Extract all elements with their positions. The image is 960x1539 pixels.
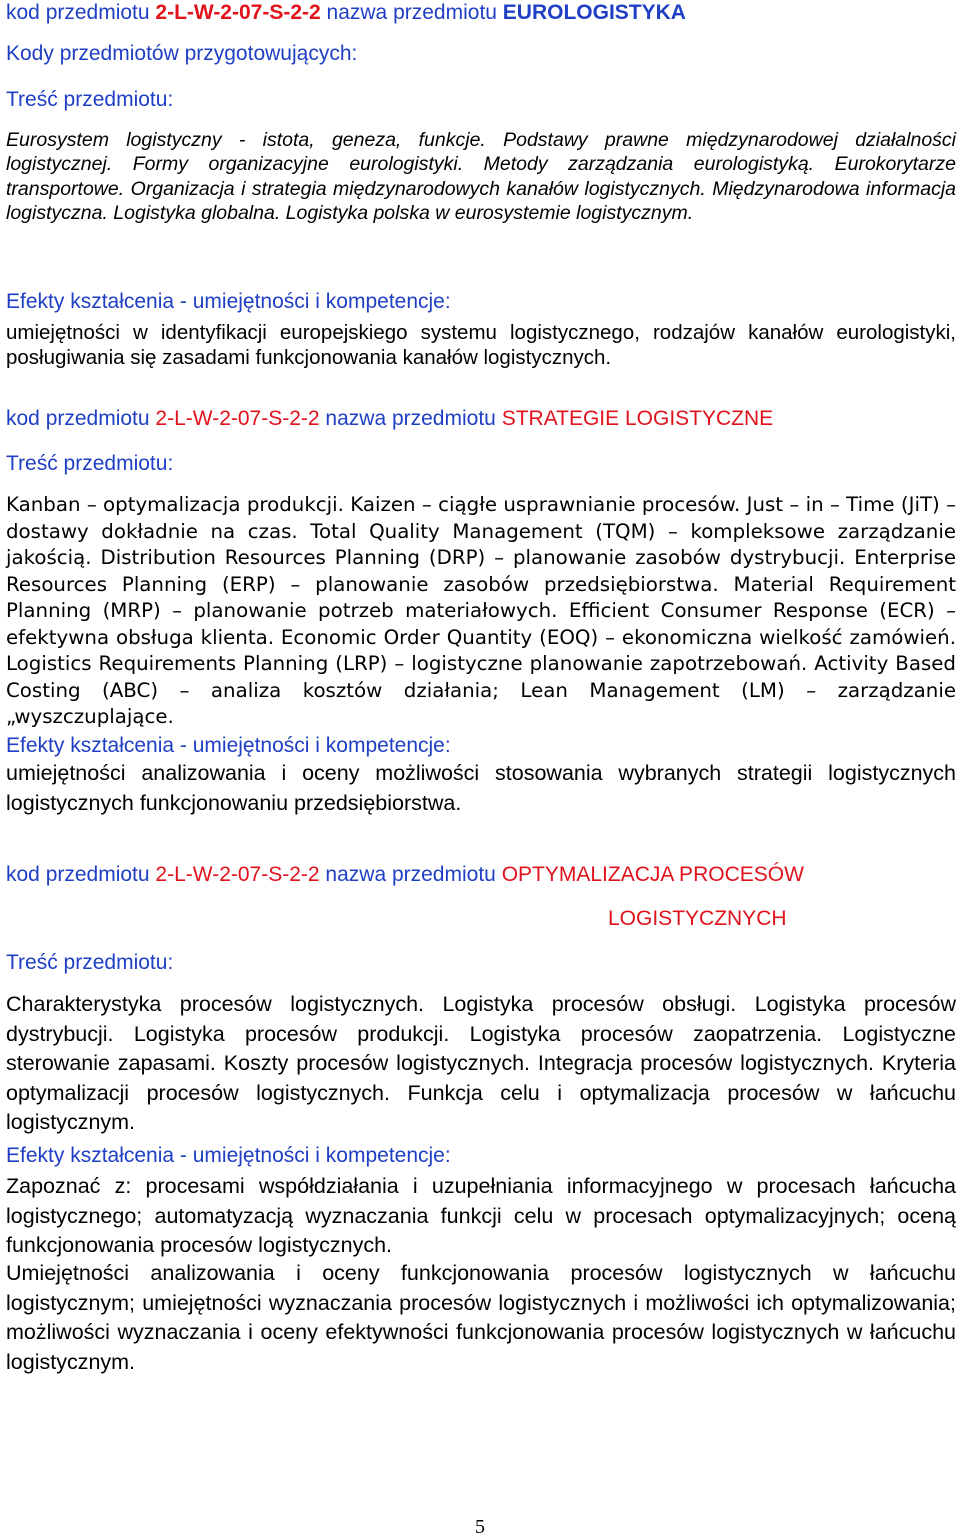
outcomes-text-3a: Zapoznać z: procesami współdziałania i uzupełniania informacyjnego w procesach łańcucha logistycznego; automatyzacją wyznaczania funkcji celu w procesach optymalizacyjnych; oceną funkcjonowania procesów logistycznych.	[6, 1174, 956, 1257]
outcomes-label-3: Efekty kształcenia - umiejętności i kompetencje:	[6, 1144, 451, 1167]
course-name: OPTYMALIZACJA PROCESÓW	[501, 863, 804, 886]
course-header-3	[6, 862, 956, 888]
outcomes-text-3b: Umiejętności analizowania i oceny funkcjonowania procesów logistycznych w łańcuchu logistycznym; umiejętności wyznaczania procesów logistycznych i możliwości ich optymalizowania; możliwości wyznaczania i oceny efektywności funkcjonowania procesów logistycznych w łańcuchu logistycznym.	[6, 1261, 956, 1374]
content-text-2: Kanban – optymalizacja produkcji. Kaizen – ciągłe usprawnianie procesów. Just – in – Time (JiT) – dostawy dokładnie na czas. Total Quality Management (TQM) – kompleksowe zarządzanie jakością. Distribution Resources Planning (DRP) – planowanie zasobów dystrybucji. Enterprise Resources Planning (ERP) – planowanie zasobów przedsiębiorstwa. Material Requirement Planning (MRP) – planowanie potrzeb materiałowych. Efficient Consumer Response (ECR) – efektywna obsługa klienta. Economic Order Quantity (EOQ) – ekonomiczna wielkość zamówień. Logistics Requirements Planning (LRP) – logistyczne planowanie zapotrzebowań. Activity Based Costing (ABC) – analiza kosztów działania; Lean Management (LM) – zarządzanie „wyszczuplające.	[6, 493, 956, 728]
outcomes-text-2: umiejętności analizowania i oceny możliwości stosowania wybranych strategii logistycznych logistycznych funkcjonowaniu przedsiębiorstwa.	[6, 761, 956, 815]
course-code: 2-L-W-2-07-S-2-2	[155, 863, 320, 886]
outcomes-label-1: Efekty kształcenia - umiejętności i kompetencje:	[6, 290, 451, 313]
outcomes-label-2: Efekty kształcenia - umiejętności i kompetencje:	[6, 734, 451, 757]
code-label: kod przedmiotu	[6, 407, 150, 430]
name-label: nazwa przedmiotu	[325, 407, 496, 430]
content-text-1: Eurosystem logistyczny - istota, geneza, funkcje. Podstawy prawne międzynarodowej działalności logistycznej. Formy organizacyjne eurologistyki. Metody zarządzania eurologistyką. Eurokorytarze transportowe. Organizacja i strategia międzynarodowych kanałów logistycznych. Międzynarodowa informacja logistyczna. Logistyka globalna. Logistyka polska w eurosystemie logistycznym.	[6, 129, 956, 225]
code-label: kod przedmiotu	[6, 863, 150, 886]
course-name: EUROLOGISTYKA	[502, 1, 686, 24]
outcomes-text-1: umiejętności w identyfikacji europejskiego systemu logistycznego, rodzajów kanałów eurologistyki, posługiwania się zasadami funkcjonowania kanałów logistycznych.	[6, 321, 956, 369]
course-name: STRATEGIE LOGISTYCZNE	[501, 407, 774, 430]
course-code: 2-L-W-2-07-S-2-2	[155, 1, 321, 24]
course-name-line2: LOGISTYCZNYCH	[608, 907, 787, 930]
content-label-2: Treść przedmiotu:	[6, 452, 174, 475]
prereq-label: Kody przedmiotów przygotowujących:	[6, 42, 358, 65]
page-number: 5	[475, 1516, 485, 1538]
code-label: kod przedmiotu	[6, 1, 150, 24]
name-label: nazwa przedmiotu	[326, 1, 497, 24]
content-text-3: Charakterystyka procesów logistycznych. Logistyka procesów obsługi. Logistyka procesów dystrybucji. Logistyka procesów produkcji. Logistyka procesów zaopatrzenia. Logistyczne sterowanie zapasami. Koszty procesów logistycznych. Integracja procesów logistycznych. Kryteria optymalizacji procesów logistycznych. Funkcja celu i optymalizacja procesów w łańcuchu logistycznym.	[6, 992, 956, 1134]
content-label-3: Treść przedmiotu:	[6, 951, 174, 974]
course-code: 2-L-W-2-07-S-2-2	[155, 407, 320, 430]
course-header-2	[6, 406, 956, 432]
content-label-1: Treść przedmiotu:	[6, 88, 174, 111]
name-label: nazwa przedmiotu	[325, 863, 496, 886]
course-header-1	[6, 0, 956, 26]
